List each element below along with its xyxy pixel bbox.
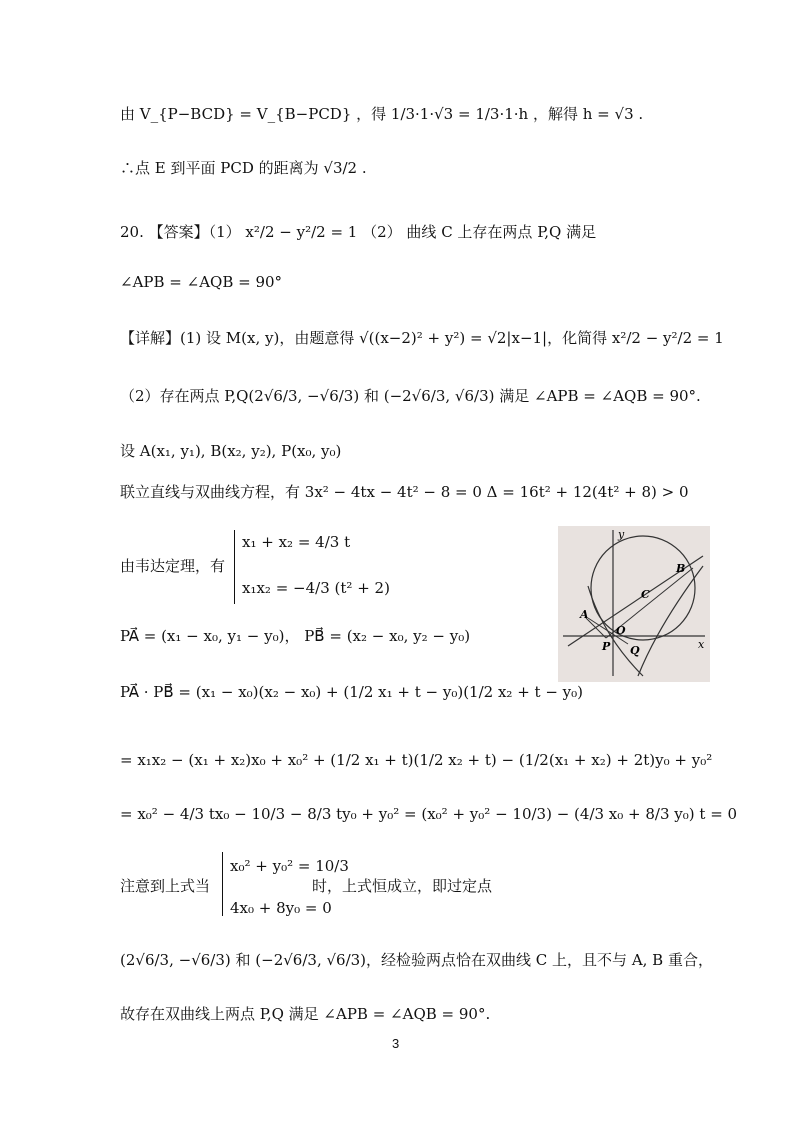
dot-product-text: PA⃗ · PB⃗ = (x₁ − x₀)(x₂ − x₀) + (1/2 x₁ + t − y₀)(1/2 x₂ + t − y₀) [120,683,584,701]
conclusion-text: 故存在双曲线上两点 P,Q 满足 ∠APB = ∠AQB = 90°. [120,1005,491,1023]
answer-heading-text: 20. 【答案】（1） x²/2 − y²/2 = 1 （2） 曲线 C 上存在两点 P,Q 满足 [120,223,597,241]
fixed-points-text: (2√6/3, −√6/3) 和 (−2√6/3, √6/3)，经检验两点恰在双曲线 C 上，且不与 A, B 重合， [120,951,713,969]
detail-part2-text: （2）存在两点 P,Q(2√6/3, −√6/3) 和 (−2√6/3, √6/3) 满足 ∠APB = ∠AQB = 90°. [120,387,701,405]
condition-line-text: 4x₀ + 8y₀ = 0 [230,899,332,917]
label-P: P [602,640,611,653]
expand-line [120,750,712,770]
condition-line [230,898,332,918]
condition-tail [312,876,492,896]
expand-text: = x₁x₂ − (x₁ + x₂)x₀ + x₀² + (1/2 x₁ + t)(1/2 x₂ + t) − (1/2(x₁ + x₂) + 2t)y₀ + y₀² [120,751,713,769]
vectors-text: PA⃗ = (x₁ − x₀, y₁ − y₀)， PB⃗ = (x₂ − x₀, y₂ − y₀) [120,627,471,645]
detail-part2 [120,386,701,406]
detail-part1-text: 【详解】(1) 设 M(x, y)，由题意得 √((x−2)² + y²) = √2|x−1|，化简得 x²/2 − y²/2 = 1 [120,329,724,347]
hyperbola-right [638,566,703,676]
condition-brace [222,852,223,916]
dot-product-line [120,682,583,702]
vieta-sum-text: x₁ + x₂ = 4/3 t [242,533,351,551]
conclusion-line [120,1004,490,1024]
answer-angle-line [120,272,282,292]
label-B: B [676,562,686,575]
answer-angle-text: ∠APB = ∠AQB = 90° [120,273,283,291]
label-O: O [616,624,626,637]
vieta-intro [120,556,225,576]
answer-heading [120,222,596,242]
line-distance-text: ∴点 E 到平面 PCD 的距离为 √3/2 . [120,159,367,177]
vieta-brace [234,530,235,604]
label-A: A [580,608,589,621]
simplify-text: = x₀² − 4/3 tx₀ − 10/3 − 8/3 ty₀ + y₀² = (x₀² + y₀² − 10/3) − (4/3 x₀ + 8/3 y₀) t = 0 [120,805,738,823]
vieta-sum [242,532,350,552]
condition-tail-text: 时，上式恒成立，即过定点 [312,877,493,895]
vieta-intro-text: 由韦达定理，有 [120,557,226,575]
set-points-line [120,441,341,461]
page-number: 3 [392,1036,400,1051]
line-volume-equation [120,104,643,124]
label-x: x [698,638,705,651]
fixed-points-line [120,950,713,970]
line-volume-text: 由 V_{P−BCD} = V_{B−PCD} ，得 1/3·1·√3 = 1/3·1·h ，解得 h = √3 . [120,105,644,123]
condition-intro-text: 注意到上式当 [120,877,211,895]
set-points-text: 设 A(x₁, y₁), B(x₂, y₂), P(x₀, y₀) [120,442,342,460]
system-equation-line [120,482,689,502]
vieta-product [242,578,390,598]
condition-circle-text: x₀² + y₀² = 10/3 [230,857,349,875]
condition-intro [120,876,210,896]
label-Q: Q [630,644,640,657]
label-C: C [641,588,650,601]
system-equation-text: 联立直线与双曲线方程，有 3x² − 4tx − 4t² − 8 = 0 Δ = 16t² + 12(4t² + 8) > 0 [120,483,689,501]
line-distance-result [120,158,367,178]
condition-circle [230,856,349,876]
detail-part1 [120,328,724,348]
vectors-line [120,626,470,646]
label-y: y [618,528,625,541]
hyperbola-figure [558,526,710,682]
hyperbola-diagram [558,526,710,682]
vieta-product-text: x₁x₂ = −4/3 (t² + 2) [242,579,390,597]
simplify-line [120,804,737,824]
